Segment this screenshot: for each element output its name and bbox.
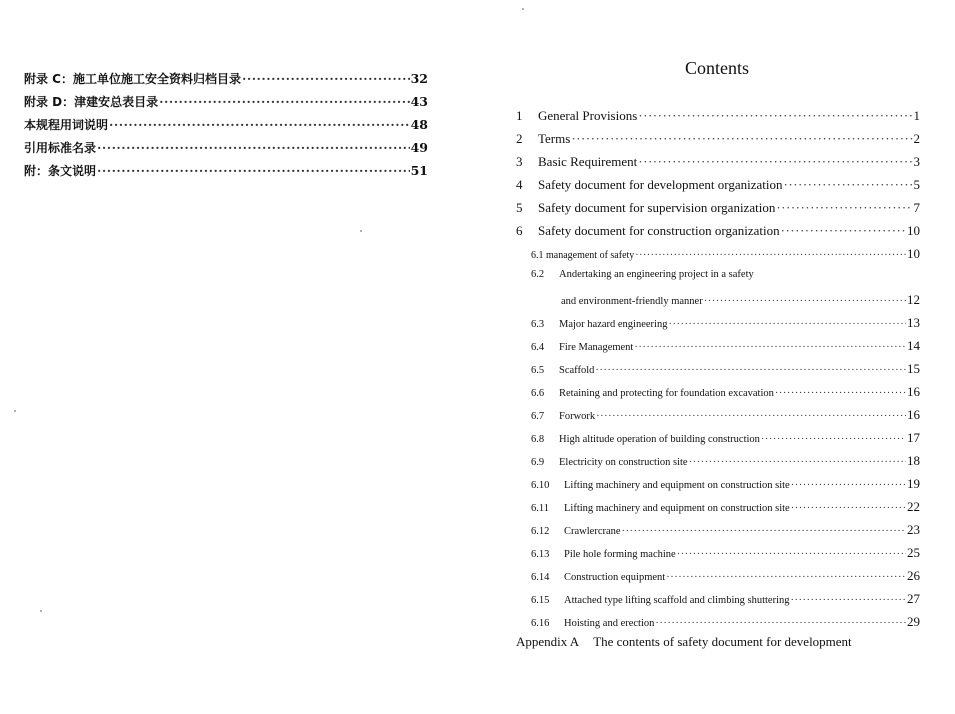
section-number: 6.12 (531, 526, 550, 537)
toc-chapter-page: 2 (913, 131, 920, 146)
dot-leader (638, 108, 912, 124)
toc-section-page: 10 (907, 246, 920, 261)
toc-entry-label: 附：条文说明 (24, 164, 97, 178)
toc-chapter-label (516, 108, 637, 124)
toc-entry-page: 48 (410, 117, 428, 132)
dot-leader (689, 457, 906, 468)
toc-entry-page: 51 (410, 163, 428, 178)
scan-speck (522, 8, 524, 10)
toc-chapter-3[interactable] (516, 154, 920, 174)
appendix-title: The contents of safety document for development (593, 634, 852, 649)
toc-entry-page: 43 (410, 94, 428, 109)
toc-chapter-page: 7 (913, 200, 920, 215)
toc-section-page: 22 (907, 499, 920, 514)
toc-section-page: 14 (907, 338, 920, 353)
dot-leader (159, 94, 409, 109)
toc-section-page: 23 (907, 522, 920, 537)
toc-entry-appendix-d[interactable] (24, 93, 428, 113)
contents-title: Contents (685, 58, 750, 78)
section-number: 6.10 (531, 480, 550, 491)
section-title: Retaining and protecting for foundation excavation (559, 388, 774, 399)
section-number: 6.4 (531, 342, 545, 353)
section-number: 6.7 (531, 411, 545, 422)
right-page (470, 0, 955, 714)
scan-speck (360, 230, 362, 232)
toc-section-6-10[interactable] (531, 476, 920, 494)
toc-section-6-1[interactable] (531, 246, 920, 264)
dot-leader (655, 618, 906, 629)
dot-leader (775, 388, 906, 399)
toc-section-page: 25 (907, 545, 920, 560)
dot-leader (596, 411, 906, 422)
chapter-number: 5 (516, 200, 523, 215)
toc-section-6-7[interactable] (531, 407, 920, 425)
section-title: Hoisting and erection (564, 618, 655, 629)
toc-chapter-4[interactable] (516, 177, 920, 197)
section-title: 6.1 management of safety (531, 250, 635, 261)
dot-leader (666, 572, 906, 583)
toc-chapter-page: 10 (907, 223, 920, 238)
toc-section-6-5[interactable] (531, 361, 920, 379)
toc-chapter-6[interactable] (516, 223, 920, 243)
toc-appendix-a[interactable] (516, 634, 852, 650)
dot-leader (634, 342, 906, 353)
toc-entry-appendix-c[interactable] (24, 70, 428, 90)
toc-section-6-6[interactable] (531, 384, 920, 402)
toc-section-6-11[interactable] (531, 499, 920, 517)
toc-section-6-2-line1[interactable] (531, 269, 920, 287)
dot-leader (677, 549, 906, 560)
chapter-number: 2 (516, 131, 523, 146)
dot-leader (97, 163, 410, 178)
toc-chapter-page: 5 (913, 177, 920, 192)
section-number: 6.6 (531, 388, 545, 399)
dot-leader (109, 117, 410, 132)
toc-entry-standards[interactable] (24, 139, 428, 159)
toc-entry-label: 附录 C：施工单位施工安全资料归档目录 (24, 72, 241, 86)
chapter-title: Safety document for supervision organization (538, 200, 776, 215)
toc-entry-page: 32 (410, 71, 428, 86)
toc-section-6-14[interactable] (531, 568, 920, 586)
left-page (0, 0, 470, 714)
toc-section-page: 26 (907, 568, 920, 583)
toc-section-page: 29 (907, 614, 920, 629)
toc-chapter-5[interactable] (516, 200, 920, 220)
dot-leader (595, 365, 906, 376)
section-number: 6.15 (531, 595, 550, 606)
chapter-title: Safety document for development organization (538, 177, 783, 192)
section-number: 6.9 (531, 457, 545, 468)
toc-entry-page: 49 (410, 140, 428, 155)
dot-leader (784, 177, 913, 193)
section-title: Attached type lifting scaffold and climbing shuttering (564, 595, 790, 606)
dot-leader (622, 526, 906, 537)
dot-leader (704, 296, 906, 307)
toc-entry-wording[interactable] (24, 116, 428, 136)
toc-section-6-2-line2[interactable] (561, 292, 920, 310)
toc-entry-explanation[interactable] (24, 162, 428, 182)
toc-section-page: 15 (907, 361, 920, 376)
toc-section-6-8[interactable] (531, 430, 920, 448)
toc-section-6-3[interactable] (531, 315, 920, 333)
chapter-number: 1 (516, 108, 523, 123)
toc-section-page: 27 (907, 591, 920, 606)
toc-section-page: 12 (907, 292, 920, 307)
chapter-title: General Provisions (538, 108, 638, 123)
toc-entry-label: 附录 D：津建安总表目录 (24, 95, 159, 109)
toc-section-6-15[interactable] (531, 591, 920, 609)
toc-section-page: 13 (907, 315, 920, 330)
chapter-number: 6 (516, 223, 523, 238)
section-title: High altitude operation of building construction (559, 434, 760, 445)
dot-leader (791, 595, 906, 606)
section-number: 6.3 (531, 319, 545, 330)
toc-section-6-9[interactable] (531, 453, 920, 471)
toc-section-6-16[interactable] (531, 614, 920, 632)
toc-chapter-page: 3 (913, 154, 920, 169)
dot-leader (776, 200, 912, 216)
toc-entry-label: 本规程用词说明 (24, 118, 109, 132)
section-title: Pile hole forming machine (564, 549, 676, 560)
section-title: Construction equipment (564, 572, 666, 583)
toc-entry-label: 引用标准名录 (24, 141, 97, 155)
dot-leader (791, 480, 906, 491)
section-number: 6.8 (531, 434, 545, 445)
dot-leader (97, 140, 410, 155)
toc-section-page: 16 (907, 407, 920, 422)
toc-section-6-4[interactable] (531, 338, 920, 356)
section-title: Forwork (559, 411, 596, 422)
toc-section-page: 19 (907, 476, 920, 491)
section-title: Major hazard engineering (559, 319, 668, 330)
toc-section-page: 16 (907, 384, 920, 399)
dot-leader (242, 71, 410, 86)
toc-section-6-12[interactable] (531, 522, 920, 540)
dot-leader (761, 434, 906, 445)
section-title: Andertaking an engineering project in a safety (559, 269, 754, 280)
section-number: 6.11 (531, 503, 549, 514)
section-title: Scaffold (559, 365, 595, 376)
chapter-number: 3 (516, 154, 523, 169)
toc-section-6-13[interactable] (531, 545, 920, 563)
dot-leader (571, 131, 912, 147)
dot-leader (668, 319, 906, 330)
dot-leader (791, 503, 906, 514)
section-title: Electricity on construction site (559, 457, 688, 468)
dot-leader (638, 154, 912, 170)
section-title-continued: and environment-friendly manner (561, 296, 703, 307)
scan-speck (14, 410, 16, 412)
chapter-title: Basic Requirement (538, 154, 638, 169)
section-title: Fire Management (559, 342, 634, 353)
section-title: Lifting machinery and equipment on construction site (564, 503, 790, 514)
toc-chapter-page: 1 (913, 108, 920, 123)
chapter-title: Terms (538, 131, 571, 146)
section-number: 6.16 (531, 618, 550, 629)
dot-leader (781, 223, 906, 239)
toc-chapter-1[interactable] (516, 108, 920, 128)
scan-speck (40, 610, 42, 612)
section-title: Crawlercrane (564, 526, 621, 537)
toc-chapter-2[interactable] (516, 131, 920, 151)
section-number: 6.2 (531, 269, 545, 280)
section-number: 6.13 (531, 549, 550, 560)
section-title: Lifting machinery and equipment on construction site (564, 480, 790, 491)
dot-leader (635, 250, 906, 261)
appendix-label: Appendix A (516, 634, 580, 649)
toc-section-page: 18 (907, 453, 920, 468)
chapter-number: 4 (516, 177, 523, 192)
section-number: 6.14 (531, 572, 550, 583)
toc-section-page: 17 (907, 430, 920, 445)
chapter-title: Safety document for construction organization (538, 223, 780, 238)
section-number: 6.5 (531, 365, 545, 376)
